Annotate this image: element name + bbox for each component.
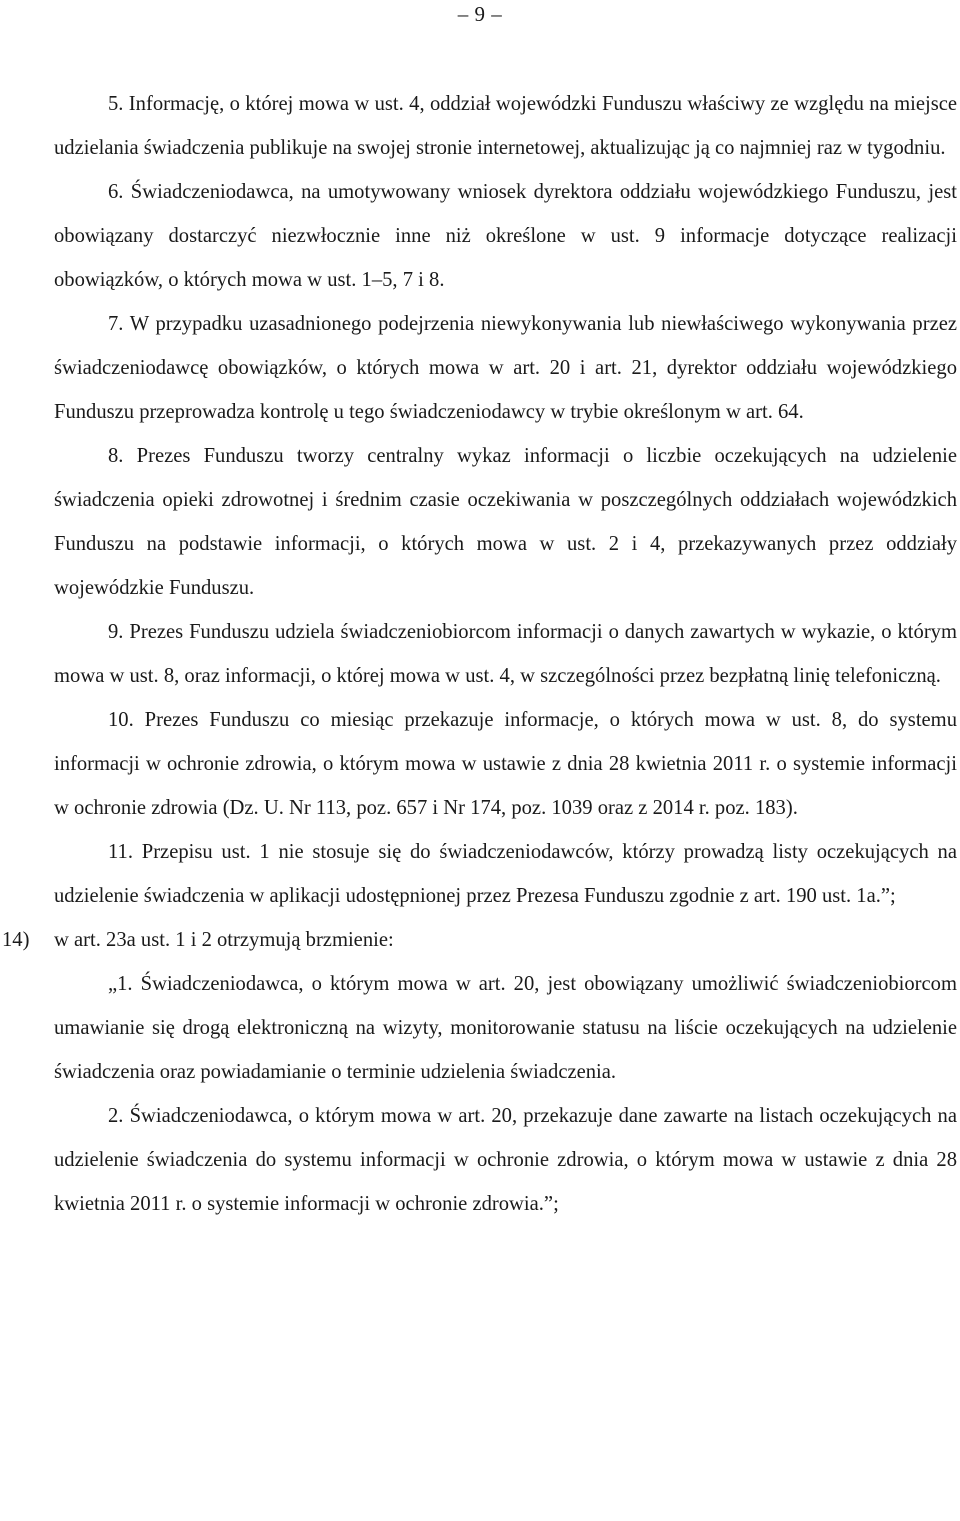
paragraph-8: 8. Prezes Funduszu tworzy centralny wykaz informacji o liczbie oczekujących na udzielenie świadczenia opieki zdrowotnej i średnim czasie oczekiwania w poszczególnych oddziałach wojewódzkich Funduszu na podstawie informacji, o których mowa w ust. 2 i 4, przekazywanych przez oddziały wojewódzkie Funduszu. [54,445,957,599]
document-body [2,82,957,1226]
paragraph-7: 7. W przypadku uzasadnionego podejrzenia niewykonywania lub niewłaściwego wykonywania przez świadczeniodawcę obowiązków, o których mowa w art. 20 i art. 21, dyrektor oddziału wojewódzkiego Funduszu przeprowadza kontrolę u tego świadczeniodawcy w trybie określonym w art. 64. [54,313,957,423]
page-number: – 9 – [457,2,503,26]
paragraph-11: 11. Przepisu ust. 1 nie stosuje się do świadczeniodawców, którzy prowadzą listy oczekujących na udzielenie świadczenia w aplikacji udostępnionej przez Prezesa Funduszu zgodnie z art. 190 ust. 1a.”; [54,841,957,907]
paragraph-9: 9. Prezes Funduszu udziela świadczeniobiorcom informacji o danych zawartych w wykazie, o którym mowa w ust. 8, oraz informacji, o której mowa w ust. 4, w szczególności przez bezpłatną linię telefoniczną. [54,621,957,687]
paragraph-6: 6. Świadczeniodawca, na umotywowany wniosek dyrektora oddziału wojewódzkiego Funduszu, jest obowiązany dostarczyć niezwłocznie inne niż określone w ust. 9 informacje dotyczące realizacji obowiązków, o których mowa w ust. 1–5, 7 i 8. [54,181,957,291]
quoted-paragraph-2: 2. Świadczeniodawca, o którym mowa w art. 20, przekazuje dane zawarte na listach oczekujących na udzielenie świadczenia do systemu informacji w ochronie zdrowia, o którym mowa w ustawie z dnia 28 kwietnia 2011 r. o systemie informacji w ochronie zdrowia.”; [54,1105,957,1215]
paragraph-5: 5. Informację, o której mowa w ust. 4, oddział wojewódzki Funduszu właściwy ze względu na miejsce udzielania świadczenia publikuje na swojej stronie internetowej, aktualizując ją co najmniej raz w tygodniu. [54,93,957,159]
list-item-14 [2,918,957,962]
item-text: w art. 23a ust. 1 i 2 otrzymują brzmienie: [54,929,394,951]
quoted-paragraph-1: „1. Świadczeniodawca, o którym mowa w art. 20, jest obowiązany umożliwić świadczeniobiorcom umawianie się drogą elektroniczną na wizyty, monitorowanie statusu na liście oczekujących na udzielenie świadczenia oraz powiadamianie o terminie udzielenia świadczenia. [54,973,957,1083]
item-number: 14) [2,929,30,951]
paragraph-10: 10. Prezes Funduszu co miesiąc przekazuje informacje, o których mowa w ust. 8, do systemu informacji w ochronie zdrowia, o którym mowa w ustawie z dnia 28 kwietnia 2011 r. o systemie informacji w ochronie zdrowia (Dz. U. Nr 113, poz. 657 i Nr 174, poz. 1039 oraz z 2014 r. poz. 183). [54,709,957,819]
